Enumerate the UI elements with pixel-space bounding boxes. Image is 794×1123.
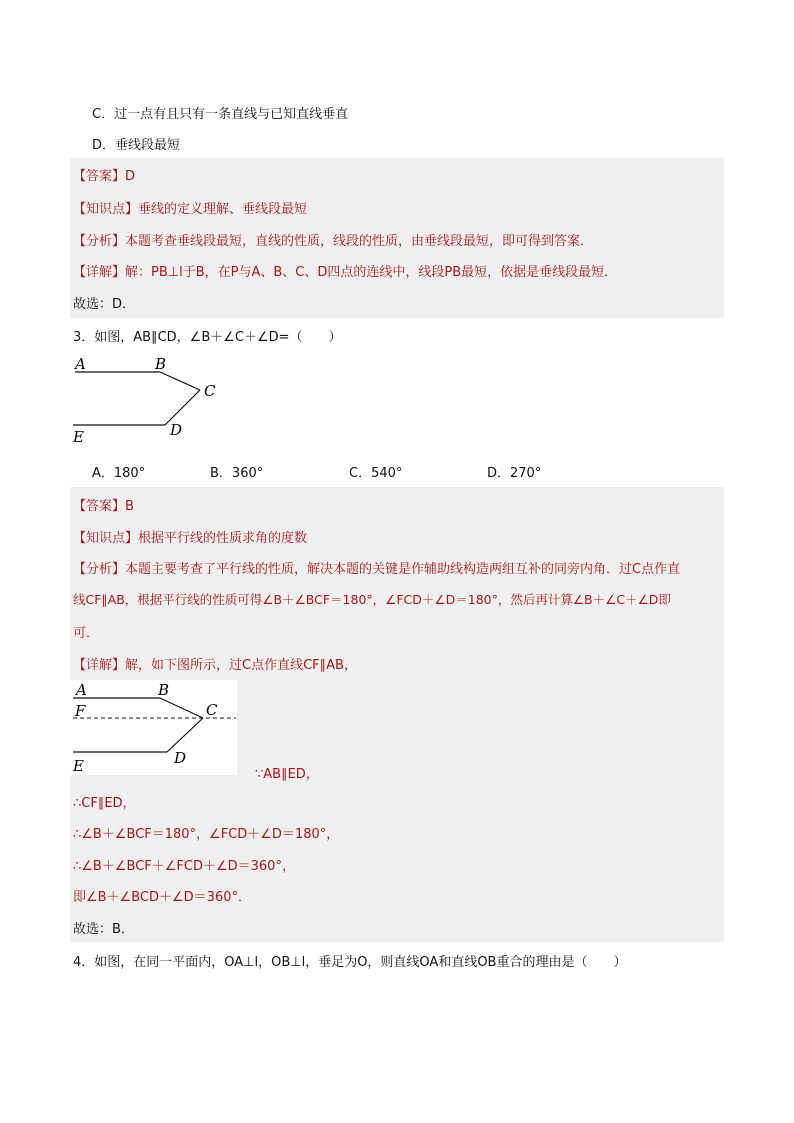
detail-text: 解：PB⊥l于B，在P与A、B、C、D四点的连线中，线段PB最短，依据是垂线段最短． bbox=[125, 265, 618, 280]
q3-option-c: C．540° bbox=[349, 466, 403, 481]
analysis-row bbox=[73, 230, 593, 249]
q3-option-b: B．360° bbox=[210, 466, 264, 481]
q3-answer-row bbox=[73, 495, 134, 514]
q3-stem: 3．如图，AB∥CD，∠B＋∠C＋∠D=（ ） bbox=[73, 330, 342, 345]
q3-solution-figure bbox=[70, 680, 237, 775]
label-f: F bbox=[75, 702, 86, 720]
label-e: E bbox=[73, 428, 84, 446]
knowledge-tag: 【知识点】 bbox=[73, 202, 139, 217]
segment-cd bbox=[167, 718, 203, 752]
option-c: C．过一点有且只有一条直线与已知直线垂直 bbox=[92, 107, 349, 122]
answer-row bbox=[73, 165, 135, 184]
knowledge-row bbox=[73, 198, 307, 217]
label-d: D bbox=[174, 749, 187, 767]
q3-analysis-line-2: 线CF∥AB，根据平行线的性质可得∠B＋∠BCF＝180°，∠FCD＋∠D＝180°，然后再计算∠B＋∠C＋∠D即 bbox=[73, 592, 671, 607]
q3-analysis-row bbox=[73, 558, 680, 577]
detail-line-1: 解，如下图所示，过C点作直线CF∥AB， bbox=[125, 658, 357, 673]
q3-analysis-line-3: 可． bbox=[73, 626, 100, 641]
analysis-text: 本题考查垂线段最短，直线的性质，线段的性质，由垂线段最短，即可得到答案． bbox=[125, 234, 594, 249]
label-a: A bbox=[75, 355, 86, 373]
q3-detail-row bbox=[73, 654, 357, 673]
label-d: D bbox=[170, 421, 183, 439]
label-b: B bbox=[158, 681, 170, 699]
analysis-tag: 【分析】 bbox=[73, 562, 126, 577]
detail-row bbox=[73, 261, 617, 280]
step-1: ∴CF∥ED， bbox=[73, 796, 136, 811]
segment-cd bbox=[165, 390, 200, 425]
q3-figure bbox=[70, 350, 230, 450]
label-a: A bbox=[76, 681, 87, 699]
because-line: ∵AB∥ED， bbox=[255, 767, 319, 782]
q3-option-d: D．270° bbox=[487, 466, 542, 481]
analysis-tag: 【分析】 bbox=[73, 234, 126, 249]
choose-row: 故选：D． bbox=[73, 297, 136, 312]
detail-tag: 【详解】 bbox=[73, 658, 126, 673]
segment-bc bbox=[160, 698, 203, 718]
answer-tag: 【答案】 bbox=[73, 169, 126, 184]
knowledge-text: 根据平行线的性质求角的度数 bbox=[138, 531, 308, 546]
step-3: ∴∠B＋∠BCF＋∠FCD＋∠D＝360°， bbox=[73, 859, 295, 874]
q3-choose: 故选：B． bbox=[73, 922, 134, 937]
analysis-line-1: 本题主要考查了平行线的性质，解决本题的关键是作辅助线构造两组互补的同旁内角．过C点作直 bbox=[125, 562, 681, 577]
option-d: D．垂线段最短 bbox=[92, 138, 181, 153]
solution-svg bbox=[70, 680, 237, 775]
step-2: ∴∠B＋∠BCF＝180°，∠FCD＋∠D＝180°， bbox=[73, 827, 340, 842]
segment-bc bbox=[160, 372, 200, 390]
q3-knowledge-row bbox=[73, 527, 307, 546]
label-e: E bbox=[73, 757, 84, 775]
label-b: B bbox=[155, 355, 167, 373]
detail-tag: 【详解】 bbox=[73, 265, 126, 280]
answer-value: B bbox=[125, 499, 134, 514]
knowledge-text: 垂线的定义理解、垂线段最短 bbox=[138, 202, 308, 217]
q4-stem: 4．如图，在同一平面内，OA⊥l，OB⊥l，垂足为O，则直线OA和直线OB重合的理由是（ ） bbox=[73, 955, 627, 970]
label-c: C bbox=[206, 701, 218, 719]
answer-value: D bbox=[125, 169, 136, 184]
answer-tag: 【答案】 bbox=[73, 499, 126, 514]
step-4: 即∠B＋∠BCD＋∠D＝360°． bbox=[73, 890, 251, 905]
q3-option-a: A．180° bbox=[92, 466, 146, 481]
knowledge-tag: 【知识点】 bbox=[73, 531, 139, 546]
label-c: C bbox=[204, 382, 216, 400]
